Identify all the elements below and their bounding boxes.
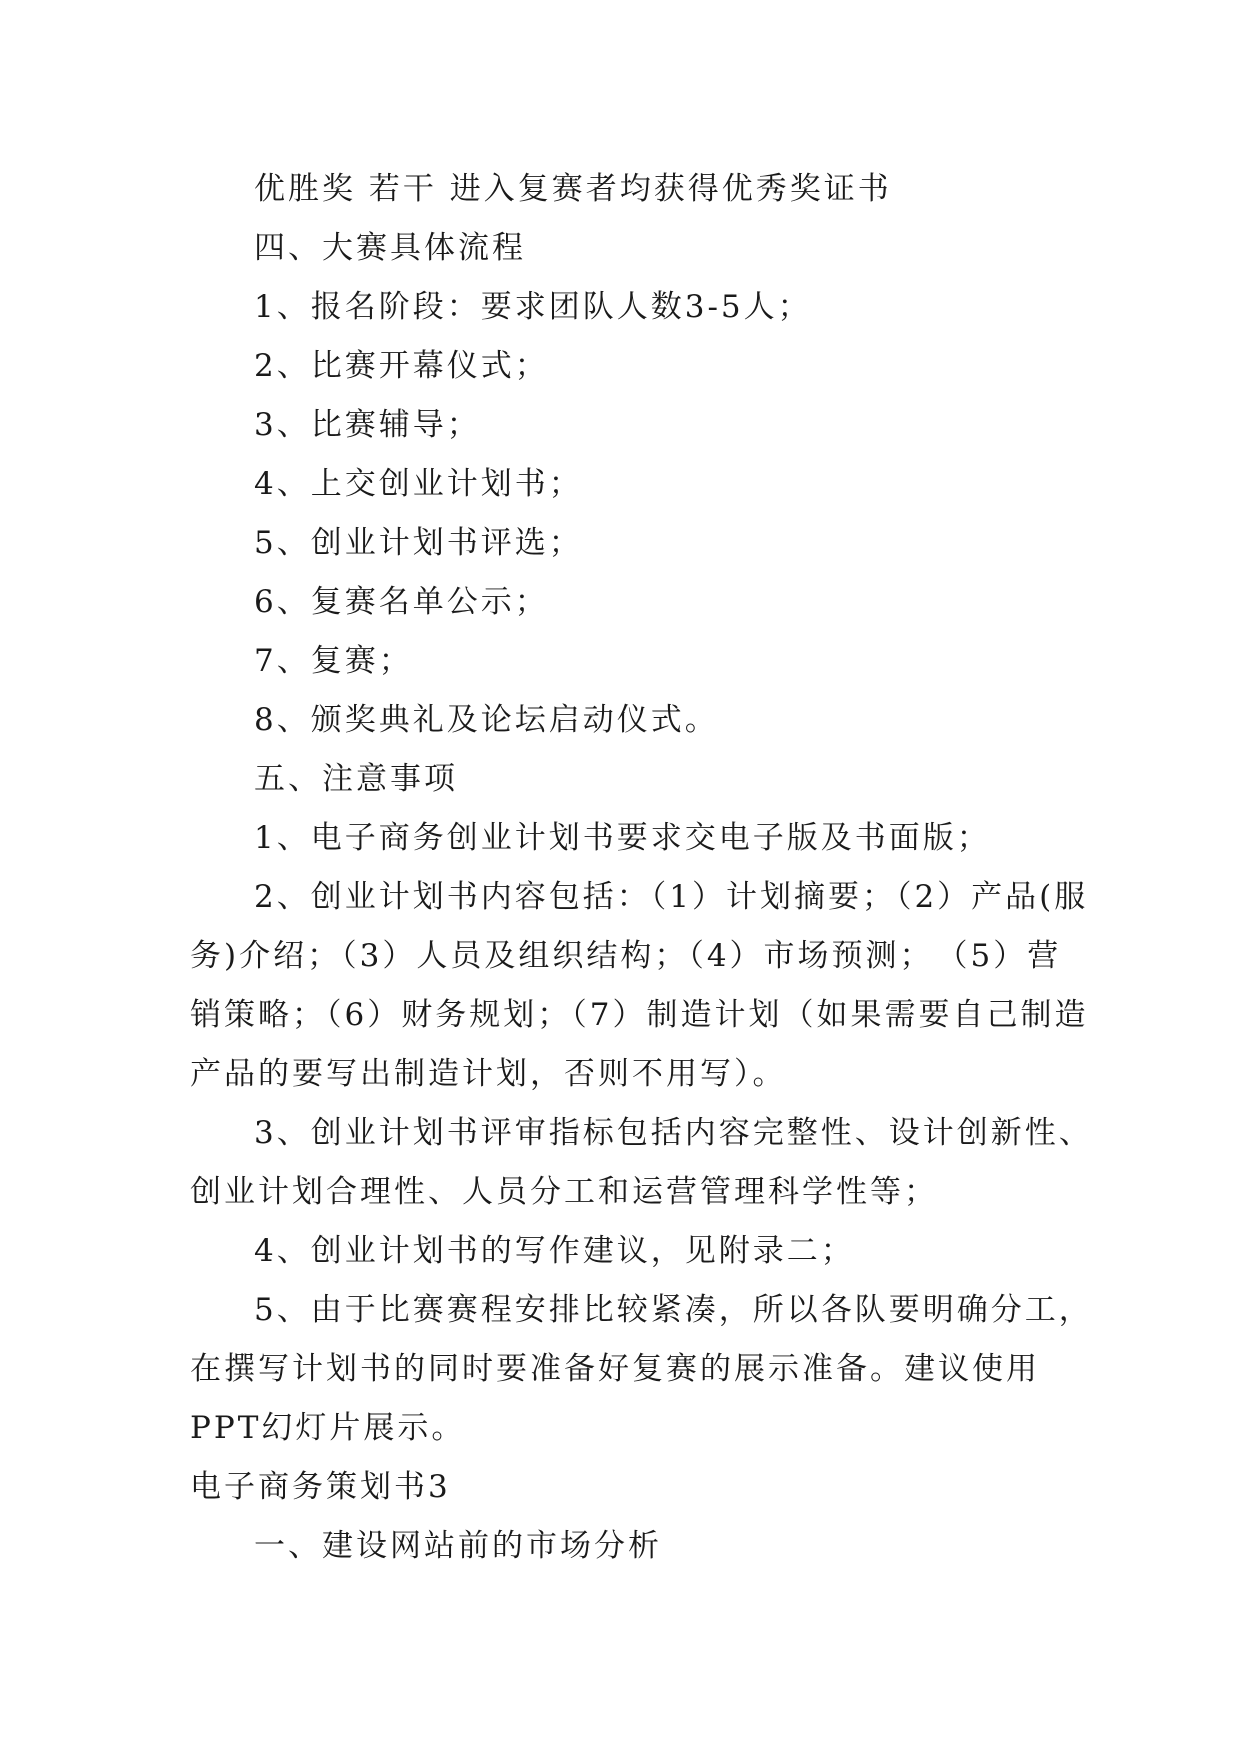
list-item-continuation: 务)介绍；（3）人员及组织结构；（4）市场预测； （5）营 xyxy=(190,938,1062,974)
list-item-continuation: 产品的要写出制造计划，否则不用写）。 xyxy=(190,1056,787,1092)
paragraph-line: 优胜奖 若干 进入复赛者均获得优秀奖证书 xyxy=(254,171,892,207)
list-item-continuation: 销策略；（6）财务规划；（7）制造计划（如果需要自己制造 xyxy=(190,997,1089,1033)
document-body xyxy=(190,160,1093,1576)
list-item: 4、创业计划书的写作建议，见附录二； xyxy=(254,1233,855,1269)
list-item-continuation: PPT幻灯片展示。 xyxy=(190,1410,466,1446)
list-item: 3、比赛辅导； xyxy=(254,407,481,443)
list-item: 2、创业计划书内容包括：（1）计划摘要；（2）产品(服 xyxy=(254,879,1089,915)
list-item: 4、上交创业计划书； xyxy=(254,466,583,502)
list-item: 7、复赛； xyxy=(254,643,413,679)
list-item: 1、报名阶段：要求团队人数3-5人； xyxy=(254,289,812,325)
list-item: 6、复赛名单公示； xyxy=(254,584,549,620)
list-item-continuation: 在撰写计划书的同时要准备好复赛的展示准备。建议使用 xyxy=(190,1351,1040,1387)
list-item-continuation: 创业计划合理性、人员分工和运营管理科学性等； xyxy=(190,1174,938,1210)
list-item: 5、由于比赛赛程安排比较紧凑，所以各队要明确分工， xyxy=(254,1292,1093,1328)
list-item: 1、电子商务创业计划书要求交电子版及书面版； xyxy=(254,820,991,856)
list-item: 5、创业计划书评选； xyxy=(254,525,583,561)
document-title: 电子商务策划书3 xyxy=(190,1469,451,1505)
list-item: 2、比赛开幕仪式； xyxy=(254,348,549,384)
section-heading: 一、建设网站前的市场分析 xyxy=(254,1528,662,1564)
list-item: 8、颁奖典礼及论坛启动仪式。 xyxy=(254,702,719,738)
list-item: 3、创业计划书评审指标包括内容完整性、设计创新性、 xyxy=(254,1115,1093,1151)
section-heading: 四、大赛具体流程 xyxy=(254,230,526,266)
section-heading: 五、注意事项 xyxy=(254,761,458,797)
